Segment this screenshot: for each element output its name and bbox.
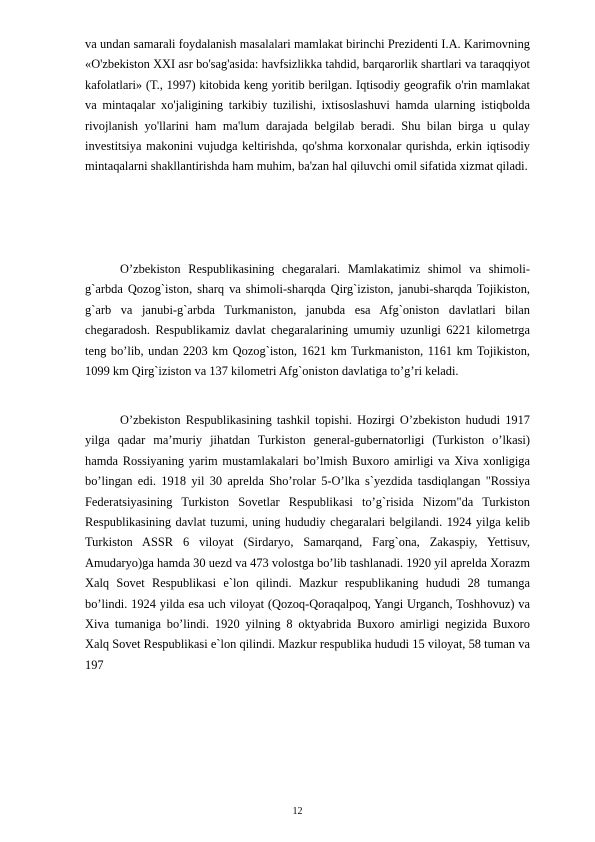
page-number: 12 — [292, 806, 303, 817]
paragraph-borders: O’zbekiston Respublikasining chegaralari. Mamlakatimiz shimol va shimoli-g`arbda Qozog`iston, sharq va shimoli-sharqda Qirg`iziston, janubi-sharqda Tojikiston, g`arb va janubi-g`arbda Turkmaniston, janubda esa Afg`oniston davlatlari bilan chegaradosh. Respublikamiz davlat chegaralarining umumiy uzunligi 6221 kilometrga teng bo’lib, undan 2203 km Qozog`iston, 1621 km Turkmaniston, 1161 km Tojikiston, 1099 km Qirg`iziston va 137 kilometri Afg`oniston davlatiga to’g’ri keladi. — [85, 262, 530, 379]
paragraph-continuation: va undan samarali foydalanish masalalari mamlakat birinchi Prezidenti I.A. Karimovning «O'zbekiston XXI asr bo'sag'asida: havfsizlikka tahdid, barqarorlik shartlari va taraqqiyot kafolatlari» (T., 1997) kitobida keng yoritib berilgan. Iqtisodiy geografik o'rin mamlakat va mintaqalar xo'jaligining tarkibiy tuzilishi, ixtisoslashuvi hamda ularning istiqbolda rivojlanish yo'llarini ham ma'lum darajada belgilab beradi. Shu bilan birga u qulay investitsiya makonini vujudga keltirishda, qo'shma korxonalar qurishda, erkin iqtisodiy mintaqalarni shakllantirishda ham muhim, ba'zan hal qiluvchi omil sifatida xizmat qiladi. — [85, 37, 530, 174]
paragraph-formation: O’zbekiston Respublikasining tashkil topishi. Hozirgi O’zbekiston hududi 1917 yilga qadar ma’muriy jihatdan Turkiston general-gubernatorligi (Turkiston o’lkasi) hamda Rossiyaning yarim mustamlakalari bo’lmish Buxoro amirligi va Xiva xonligiga bo’lingan edi. 1918 yil 30 aprelda Sho’rolar 5-O’lka s`yezdida tasdiqlangan "Rossiya Federatsiyasining Turkiston Sovetlar Respublikasi to’g`risida Nizom"da Turkiston Respublikasining davlat tuzumi, uning hududiy chegaralari belgilandi. 1924 yilga kelib Turkiston ASSR 6 viloyat (Sirdaryo, Samarqand, Farg`ona, Zakaspiy, Yettisuv, Amudaryo)ga hamda 30 uezd va 473 volostga bo’lib tashlanadi. 1920 yil aprelda Xorazm Xalq Sovet Respublikasi e`lon qilindi. Mazkur respublikaning hududi 28 tumanga bo’lindi. 1924 yilda esa uch viloyat (Qozoq-Qoraqalpoq, Yangi Urganch, Toshhovuz) va Xiva tumaniga bo’lindi. 1920 yilning 8 oktyabrida Buxoro amirligi negizida Buxoro Xalq Sovet Respublikasi e`lon qilindi. Mazkur respublika hududi 15 viloyat, 58 tuman va 197 — [85, 413, 530, 672]
